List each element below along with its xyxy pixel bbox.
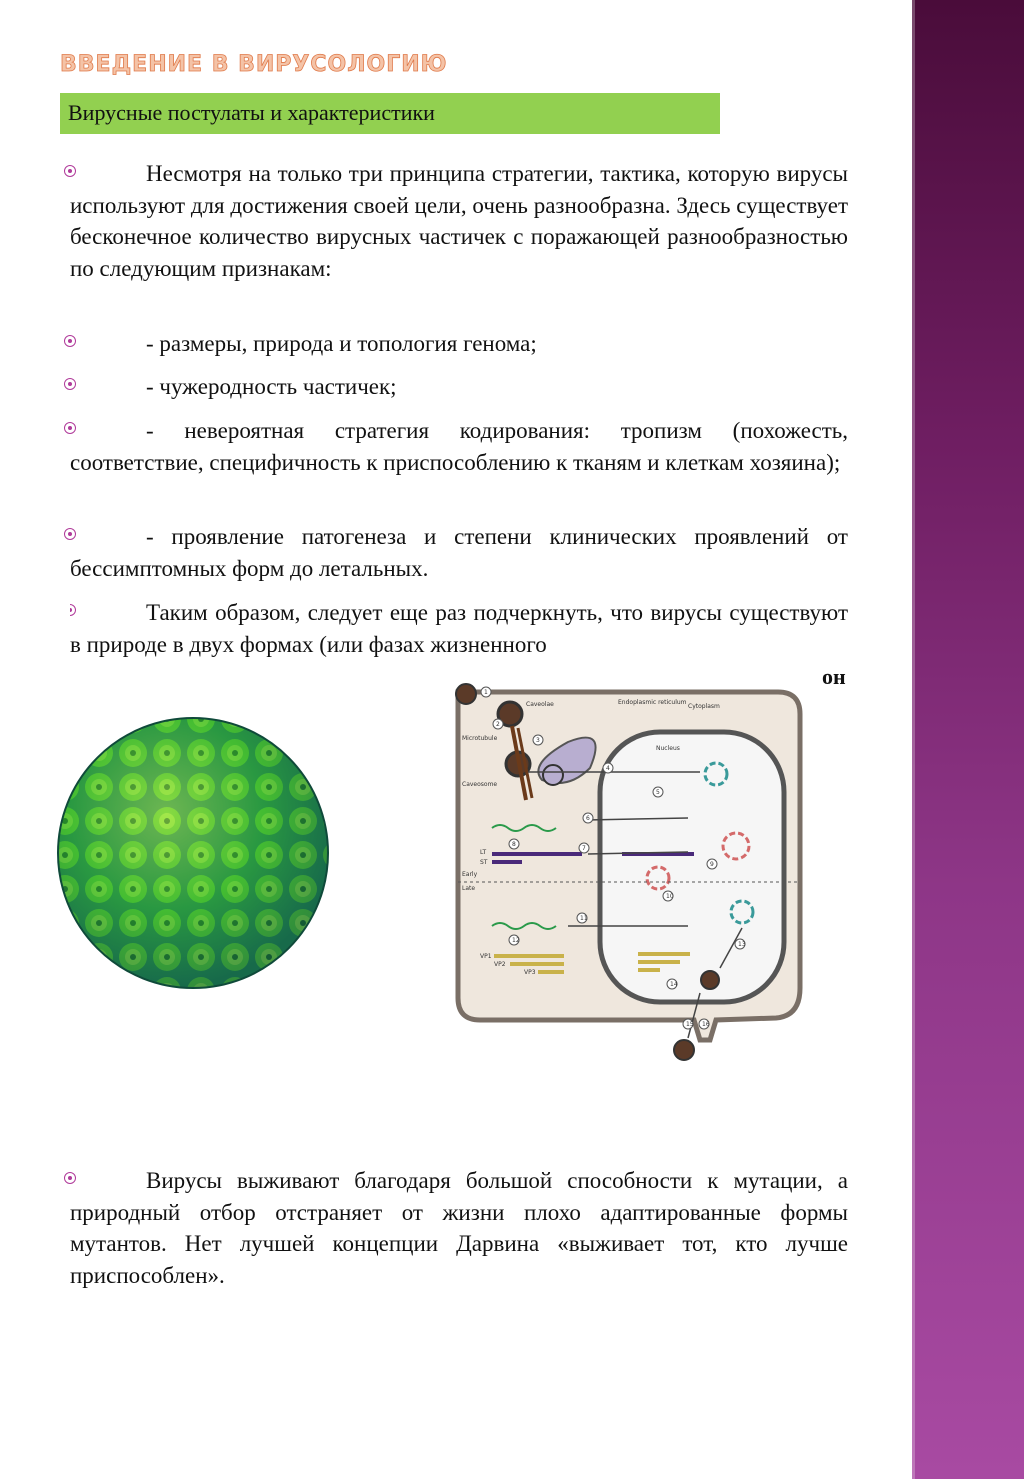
svg-text:12: 12 — [512, 937, 520, 944]
page-title: ВВЕДЕНИЕ В ВИРУСОЛОГИЮ — [60, 52, 448, 77]
svg-text:6: 6 — [586, 815, 590, 822]
paragraph-text: - размеры, природа и топология генома; — [146, 331, 537, 356]
svg-text:4: 4 — [606, 765, 610, 772]
paragraph-text: Таким образом, следует еще раз подчеркнуть, что вирусы существуют в природе в двух формах (или фазах жизненного — [70, 600, 848, 657]
paragraph-text: Несмотря на только три принципа стратегии, тактика, которую вирусы используют для достижения своей цели, очень разнообразна. Здесь существует бесконечное количество вирусных частичек с поражающей разнообразностью по следующим признакам: — [70, 161, 848, 281]
label-vp2: VP2 — [494, 961, 506, 968]
step-marker — [493, 719, 503, 729]
decorative-sidebar — [912, 0, 1024, 1479]
section-subtitle: Вирусные постулаты и характеристики — [60, 93, 720, 134]
label-caveosome: Caveosome — [462, 781, 498, 788]
paragraph-text: Вирусы выживают благодаря большой способности к мутации, а природный отбор отстраняет от жизни плохо адаптированные формы мутантов. Нет лучшей концепции Дарвина «выживает тот, кто лучше приспособлен». — [70, 1168, 848, 1288]
paragraph-text: - невероятная стратегия кодирования: тропизм (похожесть, соответствие, специфичность к приспособлению к тканям и клеткам хозяина); — [70, 418, 848, 475]
label-cytoplasm: Cytoplasm — [688, 703, 720, 710]
label-late: Late — [462, 885, 476, 892]
step-marker — [667, 979, 678, 989]
bullet-icon — [64, 165, 76, 177]
step-marker — [509, 935, 520, 945]
label-st: ST — [480, 859, 488, 866]
paragraph-6 — [70, 597, 848, 661]
step-marker — [577, 913, 588, 923]
label-endoplasmic-reticulum: Endoplasmic reticulum — [618, 699, 687, 706]
label-vp3: VP3 — [524, 969, 536, 976]
paragraph-2 — [70, 328, 848, 360]
bullet-icon — [64, 1172, 76, 1184]
svg-text:13: 13 — [738, 941, 746, 948]
truncated-text-fragment: он — [822, 664, 846, 689]
step-marker — [583, 813, 593, 823]
paragraph-7 — [70, 1165, 848, 1291]
bullet-icon — [64, 528, 76, 540]
paragraph-4 — [70, 415, 848, 478]
paragraph-5 — [70, 521, 848, 584]
virus-particle-image — [58, 718, 328, 988]
step-marker — [663, 891, 674, 901]
step-marker — [653, 787, 663, 797]
step-marker — [707, 859, 717, 869]
bullet-icon — [64, 335, 76, 347]
svg-text:15: 15 — [686, 1021, 694, 1028]
svg-text:1: 1 — [484, 689, 488, 696]
label-vp1: VP1 — [480, 953, 492, 960]
bullet-icon — [64, 378, 76, 390]
step-marker — [683, 1019, 694, 1029]
label-nucleus: Nucleus — [656, 745, 680, 752]
label-caveolae: Caveolae — [526, 701, 554, 708]
figure-svg — [48, 668, 830, 1072]
svg-text:8: 8 — [512, 841, 516, 848]
svg-text:2: 2 — [496, 721, 500, 728]
svg-text:3: 3 — [536, 737, 540, 744]
step-marker — [603, 763, 613, 773]
replication-diagram — [456, 684, 800, 1060]
svg-text:10: 10 — [666, 893, 674, 900]
svg-text:9: 9 — [710, 861, 714, 868]
label-lt: LT — [480, 849, 487, 856]
step-marker — [579, 843, 589, 853]
step-marker — [533, 735, 543, 745]
svg-text:14: 14 — [670, 981, 678, 988]
svg-text:16: 16 — [702, 1021, 710, 1028]
svg-text:5: 5 — [656, 789, 660, 796]
step-marker — [699, 1019, 710, 1029]
paragraph-text: - чужеродность частичек; — [146, 374, 397, 399]
svg-text:11: 11 — [580, 915, 588, 922]
paragraph-1 — [70, 158, 848, 284]
step-marker — [481, 687, 491, 697]
step-marker — [735, 939, 746, 949]
figure-area — [48, 668, 830, 1072]
sidebar-edge — [912, 0, 915, 1479]
label-early: Early — [462, 871, 478, 878]
svg-text:7: 7 — [582, 845, 586, 852]
bullet-icon — [64, 422, 76, 434]
step-marker — [509, 839, 519, 849]
label-microtubule: Microtubule — [462, 735, 498, 742]
paragraph-3 — [70, 371, 848, 403]
paragraph-text: - проявление патогенеза и степени клинических проявлений от бессимптомных форм до летальных. — [70, 524, 848, 581]
